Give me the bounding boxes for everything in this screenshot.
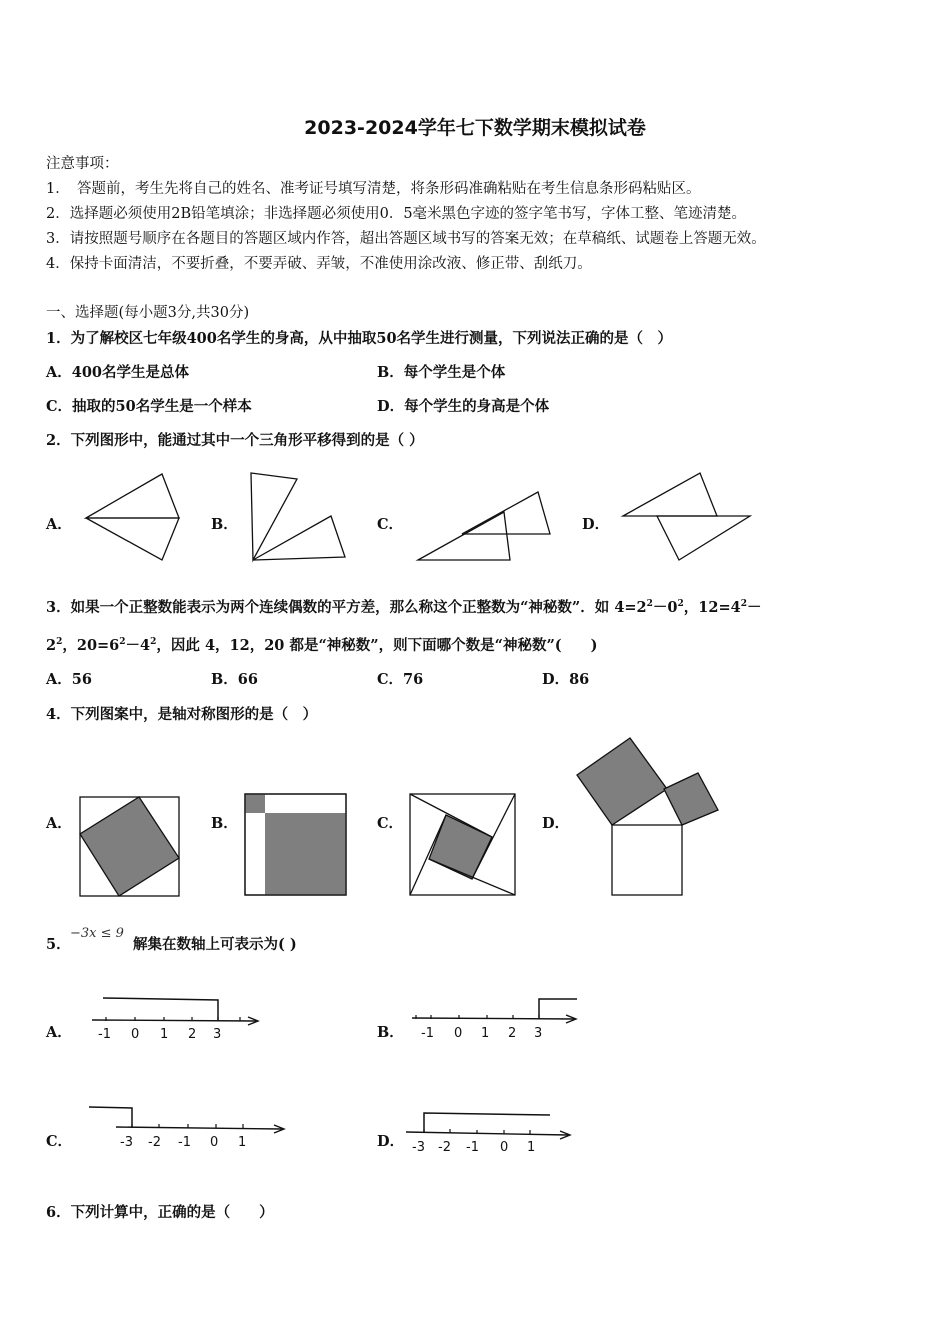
- q5-d-tick-5: 1: [527, 1140, 536, 1155]
- notice-item-1: 1． 答题前，考生先将自己的姓名、准考证号填写清楚，将条形码准确粘贴在考生信息条形码粘贴区。: [46, 181, 701, 197]
- q2-label-c: C．: [377, 516, 404, 533]
- q4-label-a: A．: [46, 815, 72, 832]
- q5-c-tick-5: 1: [238, 1135, 247, 1150]
- q2-label-b: B．: [211, 516, 238, 533]
- q1-option-c: C．抽取的50名学生是一个样本: [46, 398, 252, 415]
- q1-option-d: D．每个学生的身高是个体: [377, 398, 550, 415]
- q5-a-tick-4: 2: [188, 1027, 197, 1042]
- q1-option-a: A．400名学生是总体: [46, 364, 190, 381]
- q5-label-c: C．: [46, 1133, 73, 1150]
- q3-option-d: D．86: [542, 671, 590, 688]
- notice-item-4: 4．保持卡面清洁，不要折叠，不要弄破、弄皱，不准使用涂改液、修正带、刮纸刀。: [46, 256, 592, 272]
- q5-a-tick-2: 0: [131, 1027, 140, 1042]
- q3-line-2: $2^2$，$20=6^2-4^2$，因此 4，12，20 都是“神秘数”，则下面哪个数是“神秘数”( ): [46, 637, 598, 654]
- q3-line-1: 3．如果一个正整数能表示为两个连续偶数的平方差，那么称这个正整数为“神秘数”．如 $4=2^2-0^2$，$12=4^2-$: [46, 599, 762, 616]
- q5-a-tick-3: 1: [160, 1027, 169, 1042]
- q5-numberline-c: [86, 1101, 291, 1137]
- q5-numberline-d: [402, 1106, 577, 1142]
- q4-label-c: C．: [377, 815, 404, 832]
- q5-number: 5．: [46, 936, 71, 953]
- q5-b-tick-1: -1: [421, 1026, 434, 1041]
- q5-d-tick-3: -1: [466, 1140, 479, 1155]
- q2-label-d: D．: [582, 516, 610, 533]
- q2-figure-c: [412, 486, 557, 566]
- q4-figure-d: [576, 737, 721, 899]
- q5-c-tick-3: -1: [178, 1135, 191, 1150]
- q5-numberline-a: [88, 994, 263, 1030]
- q5-label-d: D．: [377, 1133, 405, 1150]
- q6-stem: 6．下列计算中，正确的是（ ）: [46, 1204, 274, 1221]
- q5-c-tick-2: -2: [148, 1135, 161, 1150]
- q4-label-b: B．: [211, 815, 238, 832]
- q5-d-tick-2: -2: [438, 1140, 451, 1155]
- q2-label-a: A．: [46, 516, 72, 533]
- q5-b-tick-3: 1: [481, 1026, 490, 1041]
- q5-inequality: −3x ≤ 9: [70, 926, 124, 941]
- q5-b-tick-4: 2: [508, 1026, 517, 1041]
- q4-figure-a: [79, 796, 181, 898]
- q5-label-b: B．: [377, 1024, 404, 1041]
- notice-heading: 注意事项：: [46, 156, 119, 172]
- notice-item-3: 3．请按照题号顺序在各题目的答题区域内作答，超出答题区域书写的答案无效；在草稿纸、试题卷上答题无效。: [46, 231, 766, 247]
- q5-b-tick-5: 3: [534, 1026, 543, 1041]
- q4-label-d: D．: [542, 815, 570, 832]
- q5-c-tick-1: -3: [120, 1135, 133, 1150]
- q5-a-tick-1: -1: [98, 1027, 111, 1042]
- q1-option-b: B．每个学生是个体: [377, 364, 506, 381]
- q5-numberline-b: [408, 992, 583, 1028]
- q2-stem: 2．下列图形中，能通过其中一个三角形平移得到的是（ ）: [46, 432, 424, 449]
- page-title: 2023-2024学年七下数学期末模拟试卷: [304, 117, 646, 139]
- q4-figure-b: [244, 793, 348, 897]
- q2-figure-d: [617, 468, 757, 564]
- q5-stem: 解集在数轴上可表示为( ): [133, 936, 297, 953]
- q5-d-tick-1: -3: [412, 1140, 425, 1155]
- q2-figure-a: [80, 468, 190, 564]
- section-heading: 一、选择题(每小题3分,共30分): [46, 305, 250, 321]
- q3-option-b: B．66: [211, 671, 258, 688]
- notice-item-2: 2．选择题必须使用2B铅笔填涂；非选择题必须使用0．5毫米黑色字迹的签字笔书写，字体工整、笔迹清楚。: [46, 206, 747, 222]
- q5-b-tick-2: 0: [454, 1026, 463, 1041]
- q1-stem: 1．为了解校区七年级400名学生的身高，从中抽取50名学生进行测量，下列说法正确的是（ ）: [46, 330, 673, 347]
- q5-a-tick-5: 3: [213, 1027, 222, 1042]
- q3-option-a: A．56: [46, 671, 92, 688]
- q4-stem: 4．下列图案中，是轴对称图形的是（ ）: [46, 706, 318, 723]
- q2-figure-b: [245, 468, 355, 564]
- q5-c-tick-4: 0: [210, 1135, 219, 1150]
- q4-figure-c: [409, 793, 517, 897]
- q5-label-a: A．: [46, 1024, 72, 1041]
- q3-option-c: C．76: [377, 671, 424, 688]
- q5-d-tick-4: 0: [500, 1140, 509, 1155]
